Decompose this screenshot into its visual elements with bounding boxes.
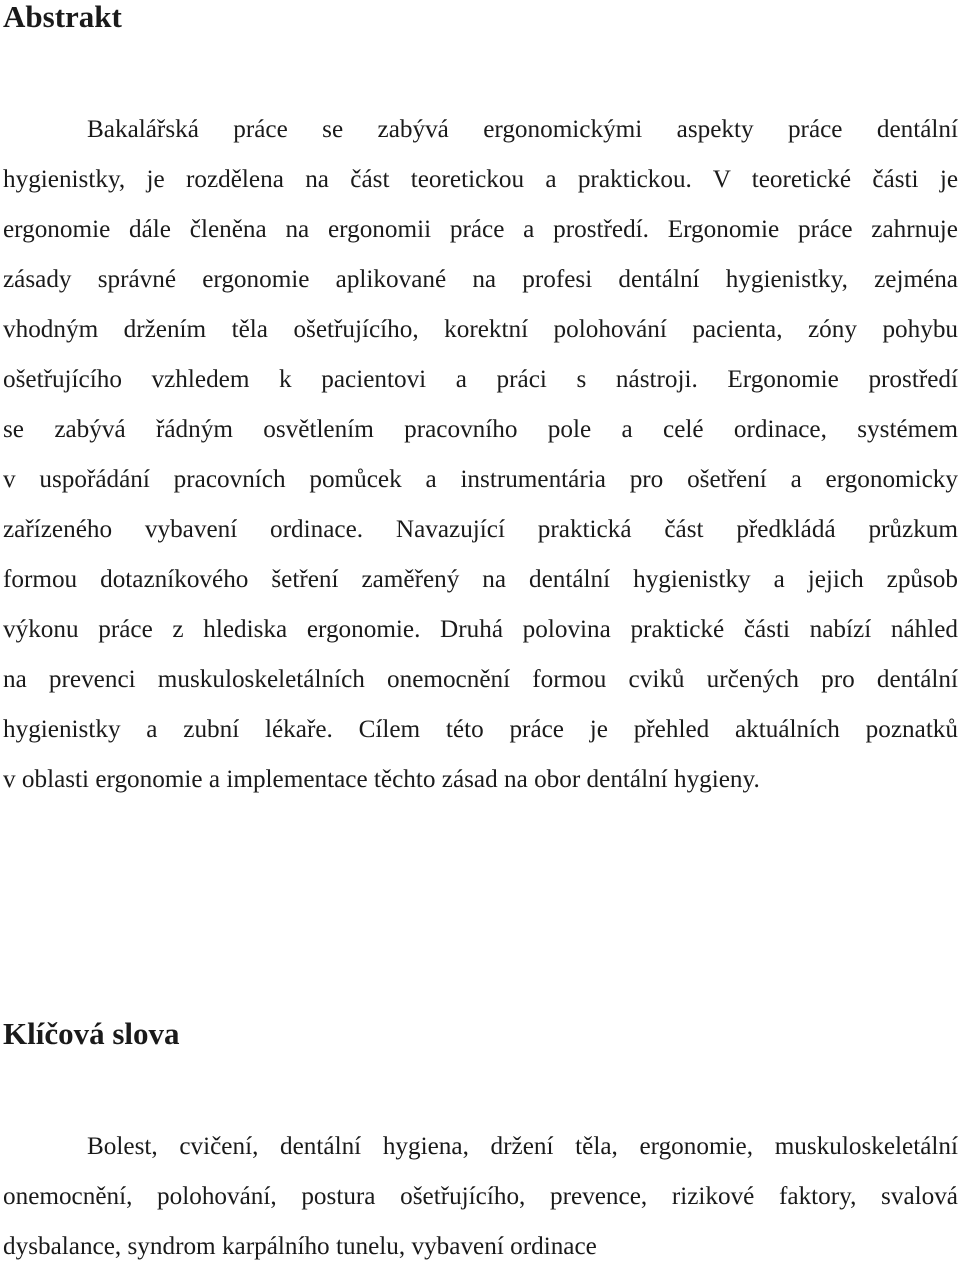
keywords-heading: Klíčová slova	[3, 1016, 180, 1051]
abstract-line: zásady správné ergonomie aplikované na profesi dentální hygienistky, zejména	[3, 266, 958, 293]
abstract-line: vhodným držením těla ošetřujícího, korektní polohování pacienta, zóny pohybu	[3, 316, 958, 343]
abstract-line: se zabývá řádným osvětlením pracovního pole a celé ordinace, systémem	[3, 416, 958, 443]
keywords-paragraph	[0, 1122, 960, 1272]
abstract-line: v oblasti ergonomie a implementace těchto zásad na obor dentální hygieny.	[3, 766, 760, 793]
keywords-line: Bolest, cvičení, dentální hygiena, držení těla, ergonomie, muskuloskeletální	[87, 1133, 958, 1160]
abstract-line: Bakalářská práce se zabývá ergonomickými aspekty práce dentální	[87, 116, 958, 143]
abstract-line: zařízeného vybavení ordinace. Navazující praktická část předkládá průzkum	[3, 516, 958, 543]
abstract-line: ergonomie dále členěna na ergonomii práce a prostředí. Ergonomie práce zahrnuje	[3, 216, 958, 243]
abstract-paragraph	[0, 105, 960, 805]
abstract-line: výkonu práce z hlediska ergonomie. Druhá polovina praktické části nabízí náhled	[3, 616, 958, 643]
abstract-heading: Abstrakt	[3, 0, 122, 34]
abstract-line: na prevenci muskuloskeletálních onemocnění formou cviků určených pro dentální	[3, 666, 958, 693]
abstract-line: hygienistky a zubní lékaře. Cílem této práce je přehled aktuálních poznatků	[3, 716, 958, 743]
abstract-line: v uspořádání pracovních pomůcek a instrumentária pro ošetření a ergonomicky	[3, 466, 958, 493]
keywords-line: dysbalance, syndrom karpálního tunelu, vybavení ordinace	[3, 1233, 597, 1260]
abstract-line: ošetřujícího vzhledem k pacientovi a práci s nástroji. Ergonomie prostředí	[3, 366, 958, 393]
abstract-line: hygienistky, je rozdělena na část teoretickou a praktickou. V teoretické části je	[3, 166, 958, 193]
keywords-line: onemocnění, polohování, postura ošetřujícího, prevence, rizikové faktory, svalová	[3, 1183, 958, 1210]
abstract-line: formou dotazníkového šetření zaměřený na dentální hygienistky a jejich způsob	[3, 566, 958, 593]
